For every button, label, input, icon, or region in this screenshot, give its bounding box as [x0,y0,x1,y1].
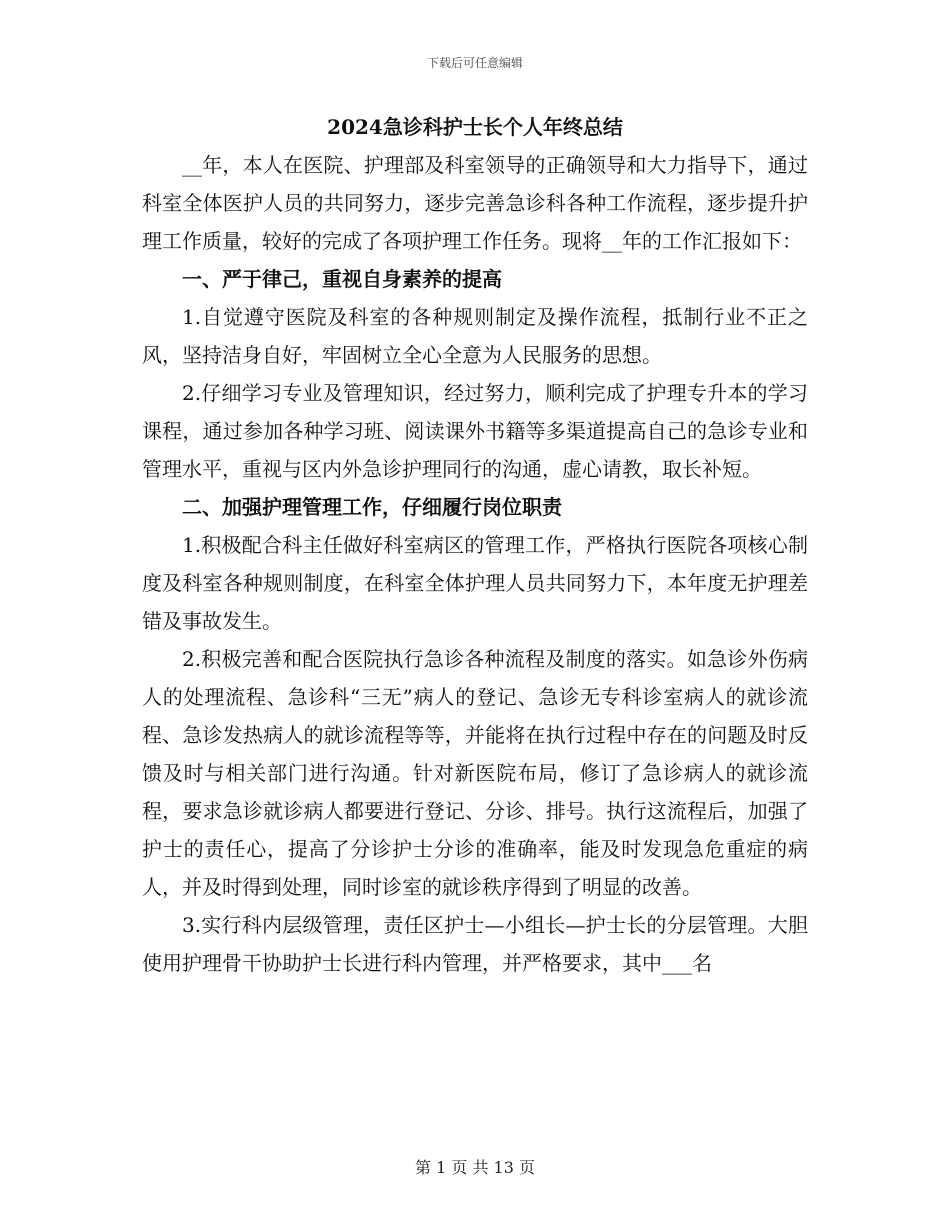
header-note: 下载后可任意编辑 [426,56,523,70]
page-number: 第 1 页 共 13 页 [415,1158,535,1177]
intro-paragraph: __年，本人在医院、护理部及科室领导的正确领导和大力指导下，通过科室全体医护人员的共同努力，逐步完善急诊科各种工作流程，逐步提升护理工作质量，较好的完成了各项护理工作任务。现将__年的工作汇报如下： [142,153,808,253]
section-1-heading: 一、严于律己，重视自身素养的提高 [182,267,502,291]
section-2-paragraph-1: 1.积极配合科主任做好科室病区的管理工作，严格执行医院各项核心制度及科室各种规则制度，在科室全体护理人员共同努力下，本年度无护理差错及事故发生。 [142,533,808,633]
section-2-heading: 二、加强护理管理工作，仔细履行岗位职责 [182,495,562,519]
section-1-paragraph-1: 1.自觉遵守医院及科室的各种规则制定及操作流程，抵制行业不正之风，坚持洁身自好，牢固树立全心全意为人民服务的思想。 [142,305,808,367]
document-body [142,108,808,982]
document-title: 2024急诊科护士长个人年终总结 [327,115,623,139]
section-2-paragraph-2: 2.积极完善和配合医院执行急诊各种流程及制度的落实。如急诊外伤病人的处理流程、急诊科“三无”病人的登记、急诊无专科诊室病人的就诊流程、急诊发热病人的就诊流程等等，并能将在执行过程中存在的问题及时反馈及时与相关部门进行沟通。针对新医院布局，修订了急诊病人的就诊流程，要求急诊就诊病人都要进行登记、分诊、排号。执行这流程后，加强了护士的责任心，提高了分诊护士分诊的准确率，能及时发现急危重症的病人，并及时得到处理，同时诊室的就诊秩序得到了明显的改善。 [142,647,808,899]
section-1-paragraph-2: 2.仔细学习专业及管理知识，经过努力，顺利完成了护理专升本的学习课程，通过参加各种学习班、阅读课外书籍等多渠道提高自己的急诊专业和管理水平，重视与区内外急诊护理同行的沟通，虚心请教，取长补短。 [142,381,808,481]
section-2-paragraph-3: 3.实行科内层级管理，责任区护士—小组长—护士长的分层管理。大胆使用护理骨干协助护士长进行科内管理，并严格要求，其中___名 [142,913,808,975]
